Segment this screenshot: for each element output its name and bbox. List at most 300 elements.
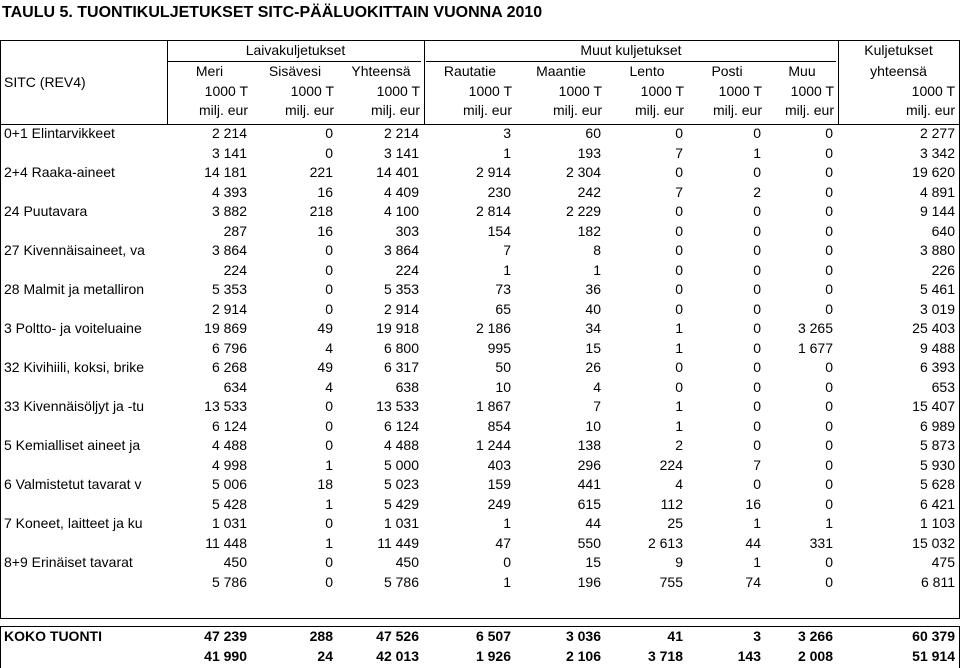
unit-tonnes: 1000 T bbox=[718, 83, 762, 99]
table-cell: 854 bbox=[487, 417, 511, 434]
table-cell: 7 bbox=[753, 456, 761, 473]
table-cell: 6 124 bbox=[211, 417, 247, 434]
table-cell: 4 393 bbox=[211, 183, 247, 200]
table-cell: 0 bbox=[825, 456, 833, 473]
table-cell: 0 bbox=[825, 125, 833, 141]
table-cell: 15 032 bbox=[912, 534, 955, 551]
table-row bbox=[0, 534, 960, 554]
total-cell: 60 379 bbox=[912, 628, 955, 644]
table-cell: 218 bbox=[309, 203, 333, 219]
table-cell: 615 bbox=[577, 495, 601, 512]
table-cell: 60 bbox=[585, 125, 601, 141]
table-cell: 0 bbox=[675, 203, 683, 219]
unit-euros: milj. eur bbox=[634, 102, 684, 118]
table-cell: 1 bbox=[675, 339, 683, 356]
table-cell: 1 867 bbox=[475, 398, 511, 414]
row-label bbox=[0, 183, 167, 203]
table-cell: 0 bbox=[753, 398, 761, 414]
group-total-header: Kuljetukset bbox=[864, 42, 933, 58]
row-label-header: SITC (REV4) bbox=[4, 74, 86, 90]
table-cell: 0 bbox=[325, 437, 333, 453]
table-cell: 6 393 bbox=[919, 359, 955, 375]
total-cell: 41 990 bbox=[204, 647, 247, 664]
group-other-header: Muut kuljetukset bbox=[580, 42, 682, 58]
table-cell: 2 214 bbox=[211, 125, 247, 141]
total-row bbox=[0, 627, 960, 647]
table-cell: 6 796 bbox=[211, 339, 247, 356]
table-cell: 0 bbox=[675, 378, 683, 395]
table-cell: 2 613 bbox=[647, 534, 683, 551]
table-cell: 0 bbox=[825, 300, 833, 317]
total-cell: 3 718 bbox=[647, 647, 683, 664]
data-table bbox=[0, 124, 960, 592]
table-cell: 0 bbox=[753, 320, 761, 336]
table-cell: 25 403 bbox=[912, 320, 955, 336]
total-cell: 2 106 bbox=[565, 647, 601, 664]
table-cell: 14 181 bbox=[204, 164, 247, 180]
table-cell: 0 bbox=[325, 398, 333, 414]
table-cell: 0 bbox=[753, 125, 761, 141]
table-cell: 49 bbox=[317, 359, 333, 375]
unit-euros: milj. eur bbox=[198, 102, 248, 118]
group-ship-header: Laivakuljetukset bbox=[245, 42, 346, 58]
table-cell: 6 800 bbox=[383, 339, 419, 356]
row-label: 7 Koneet, laitteet ja ku bbox=[4, 515, 143, 531]
table-cell: 47 bbox=[495, 534, 511, 551]
table-cell: 5 000 bbox=[383, 456, 419, 473]
table-cell: 3 019 bbox=[919, 300, 955, 317]
total-cell: 42 013 bbox=[376, 647, 419, 664]
table-cell: 2 214 bbox=[383, 125, 419, 141]
table-row bbox=[0, 495, 960, 515]
table-cell: 2 229 bbox=[565, 203, 601, 219]
total-cell: 47 526 bbox=[376, 628, 419, 644]
table-cell: 34 bbox=[585, 320, 601, 336]
table-cell: 0 bbox=[825, 222, 833, 239]
table-cell: 26 bbox=[585, 359, 601, 375]
table-cell: 441 bbox=[577, 476, 601, 492]
table-cell: 5 353 bbox=[383, 281, 419, 297]
table-cell: 1 bbox=[503, 144, 511, 161]
row-label: 5 Kemialliset aineet ja bbox=[4, 437, 141, 453]
row-label: 28 Malmit ja metalliron bbox=[4, 281, 145, 297]
col-muu: Muu bbox=[788, 63, 816, 79]
table-cell: 450 bbox=[223, 554, 247, 570]
table-cell: 15 407 bbox=[912, 398, 955, 414]
table-cell: 5 930 bbox=[919, 456, 955, 473]
table-cell: 2 814 bbox=[475, 203, 511, 219]
table-cell: 9 488 bbox=[919, 339, 955, 356]
total-table bbox=[0, 627, 960, 666]
total-cell: 41 bbox=[667, 628, 683, 644]
unit-euros: milj. eur bbox=[712, 102, 762, 118]
table-cell: 2 277 bbox=[919, 125, 955, 141]
unit-euros: milj. eur bbox=[784, 102, 834, 118]
table-cell: 6 268 bbox=[211, 359, 247, 375]
table-cell: 0 bbox=[825, 281, 833, 297]
table-row bbox=[0, 456, 960, 476]
col-sisavesi: Sisävesi bbox=[268, 63, 322, 79]
table-cell: 3 342 bbox=[919, 144, 955, 161]
table-cell: 7 bbox=[675, 183, 683, 200]
table-row bbox=[0, 183, 960, 203]
table-cell: 1 bbox=[675, 320, 683, 336]
table-cell: 0 bbox=[825, 183, 833, 200]
table-cell: 0 bbox=[825, 144, 833, 161]
total-cell: 6 507 bbox=[475, 628, 511, 644]
unit-tonnes: 1000 T bbox=[640, 83, 684, 99]
table-row bbox=[0, 319, 960, 339]
table-cell: 5 428 bbox=[211, 495, 247, 512]
table-cell: 15 bbox=[585, 554, 601, 570]
table-cell: 0 bbox=[753, 164, 761, 180]
table-cell: 4 891 bbox=[919, 183, 955, 200]
table-cell: 0 bbox=[825, 261, 833, 278]
table-cell: 638 bbox=[395, 378, 419, 395]
table-cell: 0 bbox=[753, 222, 761, 239]
unit-euros: milj. eur bbox=[552, 102, 602, 118]
table-cell: 0 bbox=[753, 417, 761, 434]
table-cell: 0 bbox=[325, 554, 333, 570]
unit-euros: milj. eur bbox=[462, 102, 512, 118]
table-cell: 16 bbox=[317, 183, 333, 200]
row-label: 2+4 Raaka-aineet bbox=[4, 164, 115, 180]
table-cell: 4 bbox=[325, 339, 333, 356]
table-cell: 242 bbox=[577, 183, 601, 200]
table-cell: 1 bbox=[325, 534, 333, 551]
row-label: 32 Kivihiili, koksi, brike bbox=[4, 359, 145, 375]
table-cell: 25 bbox=[667, 515, 683, 531]
table-cell: 550 bbox=[577, 534, 601, 551]
table-cell: 0 bbox=[675, 261, 683, 278]
table-cell: 0 bbox=[753, 339, 761, 356]
table-row bbox=[0, 475, 960, 495]
table-cell: 640 bbox=[931, 222, 955, 239]
table-cell: 1 031 bbox=[383, 515, 419, 531]
table-cell: 224 bbox=[659, 456, 683, 473]
table-cell: 0 bbox=[675, 359, 683, 375]
table-cell: 296 bbox=[577, 456, 601, 473]
table-cell: 1 bbox=[753, 515, 761, 531]
table-cell: 44 bbox=[585, 515, 601, 531]
unit-tonnes: 1000 T bbox=[468, 83, 512, 99]
table-cell: 49 bbox=[317, 320, 333, 336]
table-cell: 4 bbox=[593, 378, 601, 395]
table-row bbox=[0, 358, 960, 378]
table-cell: 0 bbox=[825, 242, 833, 258]
table-cell: 13 533 bbox=[204, 398, 247, 414]
table-cell: 2 914 bbox=[475, 164, 511, 180]
table-row bbox=[0, 300, 960, 320]
table-cell: 2 bbox=[753, 183, 761, 200]
table-cell: 0 bbox=[825, 495, 833, 512]
unit-tonnes: 1000 T bbox=[558, 83, 602, 99]
table-cell: 0 bbox=[753, 300, 761, 317]
table-cell: 450 bbox=[395, 554, 419, 570]
table-cell: 1 bbox=[593, 261, 601, 278]
unit-euros: milj. eur bbox=[284, 102, 334, 118]
table-cell: 2 bbox=[675, 437, 683, 453]
table-cell: 7 bbox=[675, 144, 683, 161]
table-cell: 138 bbox=[577, 437, 601, 453]
group-total-header-2: yhteensä bbox=[870, 63, 927, 79]
page-title: TAULU 5. TUONTIKULJETUKSET SITC-PÄÄLUOKITTAIN VUONNA 2010 bbox=[2, 4, 543, 21]
table-cell: 0 bbox=[825, 164, 833, 180]
row-label: 33 Kivennäisöljyt ja -tu bbox=[4, 398, 145, 414]
total-cell: 1 926 bbox=[475, 647, 511, 664]
table-cell: 6 317 bbox=[383, 359, 419, 375]
table-cell: 0 bbox=[503, 554, 511, 570]
table-cell: 7 bbox=[593, 398, 601, 414]
unit-euros: milj. eur bbox=[905, 102, 955, 118]
table-cell: 19 869 bbox=[204, 320, 247, 336]
table-cell: 18 bbox=[317, 476, 333, 492]
table-row bbox=[0, 514, 960, 534]
table-cell: 0 bbox=[325, 281, 333, 297]
table-cell: 3 864 bbox=[383, 242, 419, 258]
row-label: 3 Poltto- ja voiteluaine bbox=[4, 320, 142, 336]
col-maantie: Maantie bbox=[536, 63, 586, 79]
total-cell: 3 036 bbox=[565, 628, 601, 644]
table-cell: 0 bbox=[675, 300, 683, 317]
table-cell: 74 bbox=[745, 573, 761, 590]
table-row bbox=[0, 222, 960, 242]
table-cell: 0 bbox=[675, 125, 683, 141]
table-cell: 10 bbox=[495, 378, 511, 395]
table-cell: 0 bbox=[825, 437, 833, 453]
table-cell: 0 bbox=[325, 144, 333, 161]
table-cell: 226 bbox=[931, 261, 955, 278]
table-cell: 634 bbox=[223, 378, 247, 395]
table-cell: 182 bbox=[577, 222, 601, 239]
table-cell: 196 bbox=[577, 573, 601, 590]
row-label bbox=[0, 378, 167, 398]
table-cell: 3 141 bbox=[211, 144, 247, 161]
unit-tonnes: 1000 T bbox=[204, 83, 248, 99]
row-label bbox=[0, 573, 167, 593]
table-cell: 2 914 bbox=[211, 300, 247, 317]
table-cell: 0 bbox=[825, 359, 833, 375]
table-cell: 224 bbox=[223, 261, 247, 278]
table-cell: 1 bbox=[503, 573, 511, 590]
table-cell: 1 244 bbox=[475, 437, 511, 453]
table-cell: 0 bbox=[675, 222, 683, 239]
table-cell: 0 bbox=[825, 203, 833, 219]
table-cell: 0 bbox=[825, 573, 833, 590]
table-cell: 1 031 bbox=[211, 515, 247, 531]
unit-tonnes: 1000 T bbox=[911, 83, 955, 99]
table-row bbox=[0, 144, 960, 164]
table-cell: 14 401 bbox=[376, 164, 419, 180]
total-cell: 24 bbox=[317, 647, 333, 664]
row-label bbox=[0, 495, 167, 515]
table-cell: 9 bbox=[675, 554, 683, 570]
table-cell: 6 124 bbox=[383, 417, 419, 434]
table-cell: 159 bbox=[487, 476, 511, 492]
row-label bbox=[0, 534, 167, 554]
row-label bbox=[0, 222, 167, 242]
table-cell: 16 bbox=[745, 495, 761, 512]
table-cell: 4 488 bbox=[383, 437, 419, 453]
table-cell: 221 bbox=[309, 164, 333, 180]
table-cell: 224 bbox=[395, 261, 419, 278]
row-label bbox=[0, 261, 167, 281]
table-cell: 1 103 bbox=[919, 515, 955, 531]
total-label bbox=[0, 647, 167, 667]
table-cell: 4 bbox=[675, 476, 683, 492]
table-cell: 65 bbox=[495, 300, 511, 317]
row-label: 0+1 Elintarvikkeet bbox=[4, 125, 115, 141]
table-cell: 1 bbox=[325, 495, 333, 512]
table-cell: 16 bbox=[317, 222, 333, 239]
table-row bbox=[0, 241, 960, 261]
table-cell: 154 bbox=[487, 222, 511, 239]
table-cell: 475 bbox=[931, 554, 955, 570]
row-label: 27 Kivennäisaineet, va bbox=[4, 242, 145, 258]
table-cell: 40 bbox=[585, 300, 601, 317]
total-cell: 288 bbox=[309, 628, 333, 644]
unit-tonnes: 1000 T bbox=[376, 83, 420, 99]
table-cell: 11 449 bbox=[377, 534, 419, 551]
table-cell: 5 023 bbox=[383, 476, 419, 492]
row-label bbox=[0, 417, 167, 437]
table-cell: 995 bbox=[487, 339, 511, 356]
table-row bbox=[0, 573, 960, 593]
table-cell: 287 bbox=[223, 222, 247, 239]
table-cell: 0 bbox=[325, 300, 333, 317]
table-row bbox=[0, 202, 960, 222]
col-yhteensa: Yhteensä bbox=[351, 63, 411, 79]
table-cell: 3 265 bbox=[797, 320, 833, 336]
table-cell: 1 bbox=[753, 144, 761, 161]
table-cell: 1 bbox=[503, 261, 511, 278]
table-cell: 15 bbox=[585, 339, 601, 356]
table-row bbox=[0, 261, 960, 281]
table-cell: 0 bbox=[753, 203, 761, 219]
table-cell: 13 533 bbox=[376, 398, 419, 414]
row-label bbox=[0, 456, 167, 476]
table-cell: 1 bbox=[325, 456, 333, 473]
col-meri: Meri bbox=[195, 63, 224, 79]
table-row bbox=[0, 417, 960, 437]
table-cell: 303 bbox=[395, 222, 419, 239]
table-cell: 1 bbox=[503, 515, 511, 531]
col-rautatie: Rautatie bbox=[443, 63, 497, 79]
table-cell: 0 bbox=[325, 261, 333, 278]
table-cell: 50 bbox=[495, 359, 511, 375]
col-posti: Posti bbox=[711, 63, 743, 79]
table-cell: 36 bbox=[585, 281, 601, 297]
table-cell: 7 bbox=[503, 242, 511, 258]
table-cell: 0 bbox=[753, 476, 761, 492]
table-row bbox=[0, 436, 960, 456]
total-cell: 51 914 bbox=[912, 647, 955, 664]
table-cell: 2 304 bbox=[565, 164, 601, 180]
table-cell: 9 144 bbox=[919, 203, 955, 219]
table-cell: 6 811 bbox=[921, 573, 955, 590]
table-cell: 4 998 bbox=[211, 456, 247, 473]
table-cell: 249 bbox=[487, 495, 511, 512]
table-cell: 4 100 bbox=[383, 203, 419, 219]
table-cell: 44 bbox=[745, 534, 761, 551]
row-label bbox=[0, 300, 167, 320]
table-cell: 5 786 bbox=[211, 573, 247, 590]
table-cell: 3 864 bbox=[211, 242, 247, 258]
table-cell: 0 bbox=[753, 242, 761, 258]
table-cell: 3 141 bbox=[383, 144, 419, 161]
table-cell: 403 bbox=[487, 456, 511, 473]
total-cell: 2 008 bbox=[797, 647, 833, 664]
table-cell: 0 bbox=[825, 398, 833, 414]
table-row bbox=[0, 124, 960, 144]
table-cell: 1 bbox=[675, 398, 683, 414]
table-cell: 0 bbox=[825, 378, 833, 395]
row-label: 8+9 Erinäiset tavarat bbox=[4, 554, 133, 570]
table-cell: 5 628 bbox=[919, 476, 955, 492]
table-cell: 1 677 bbox=[797, 339, 833, 356]
table-row bbox=[0, 378, 960, 398]
table-cell: 2 186 bbox=[475, 320, 511, 336]
table-row bbox=[0, 397, 960, 417]
total-cell: 143 bbox=[737, 647, 761, 664]
total-cell: 3 266 bbox=[797, 628, 833, 644]
table-cell: 755 bbox=[659, 573, 683, 590]
total-cell: 47 239 bbox=[204, 628, 247, 644]
table-header bbox=[0, 40, 960, 124]
total-row bbox=[0, 647, 960, 667]
table-cell: 8 bbox=[593, 242, 601, 258]
row-label: 6 Valmistetut tavarat v bbox=[4, 476, 142, 492]
table-cell: 0 bbox=[325, 515, 333, 531]
table-cell: 5 006 bbox=[211, 476, 247, 492]
table-cell: 73 bbox=[495, 281, 511, 297]
table-cell: 2 914 bbox=[383, 300, 419, 317]
row-label: 24 Puutavara bbox=[4, 203, 88, 219]
table-cell: 230 bbox=[487, 183, 511, 200]
unit-tonnes: 1000 T bbox=[290, 83, 334, 99]
table-row bbox=[0, 339, 960, 359]
table-cell: 3 882 bbox=[211, 203, 247, 219]
table-cell: 0 bbox=[825, 554, 833, 570]
table-cell: 4 488 bbox=[211, 437, 247, 453]
table-cell: 6 989 bbox=[919, 417, 955, 434]
table-cell: 11 448 bbox=[205, 534, 247, 551]
total-label: KOKO TUONTI bbox=[4, 628, 102, 644]
table-cell: 5 461 bbox=[919, 281, 955, 297]
table-cell: 5 353 bbox=[211, 281, 247, 297]
table-row bbox=[0, 163, 960, 183]
table-cell: 0 bbox=[675, 242, 683, 258]
row-label bbox=[0, 339, 167, 359]
table-cell: 0 bbox=[675, 164, 683, 180]
table-cell: 1 bbox=[825, 515, 833, 531]
table-cell: 4 409 bbox=[383, 183, 419, 200]
table-cell: 5 873 bbox=[919, 437, 955, 453]
table-cell: 3 bbox=[503, 125, 511, 141]
table-cell: 0 bbox=[825, 417, 833, 434]
table-cell: 0 bbox=[753, 359, 761, 375]
table-cell: 0 bbox=[753, 281, 761, 297]
table-row bbox=[0, 280, 960, 300]
table-cell: 1 bbox=[675, 417, 683, 434]
table-cell: 3 880 bbox=[919, 242, 955, 258]
table-cell: 0 bbox=[753, 437, 761, 453]
unit-tonnes: 1000 T bbox=[790, 83, 834, 99]
col-lento: Lento bbox=[629, 63, 665, 79]
table-cell: 6 421 bbox=[919, 495, 955, 512]
total-cell: 3 bbox=[753, 628, 761, 644]
table-cell: 0 bbox=[753, 261, 761, 278]
